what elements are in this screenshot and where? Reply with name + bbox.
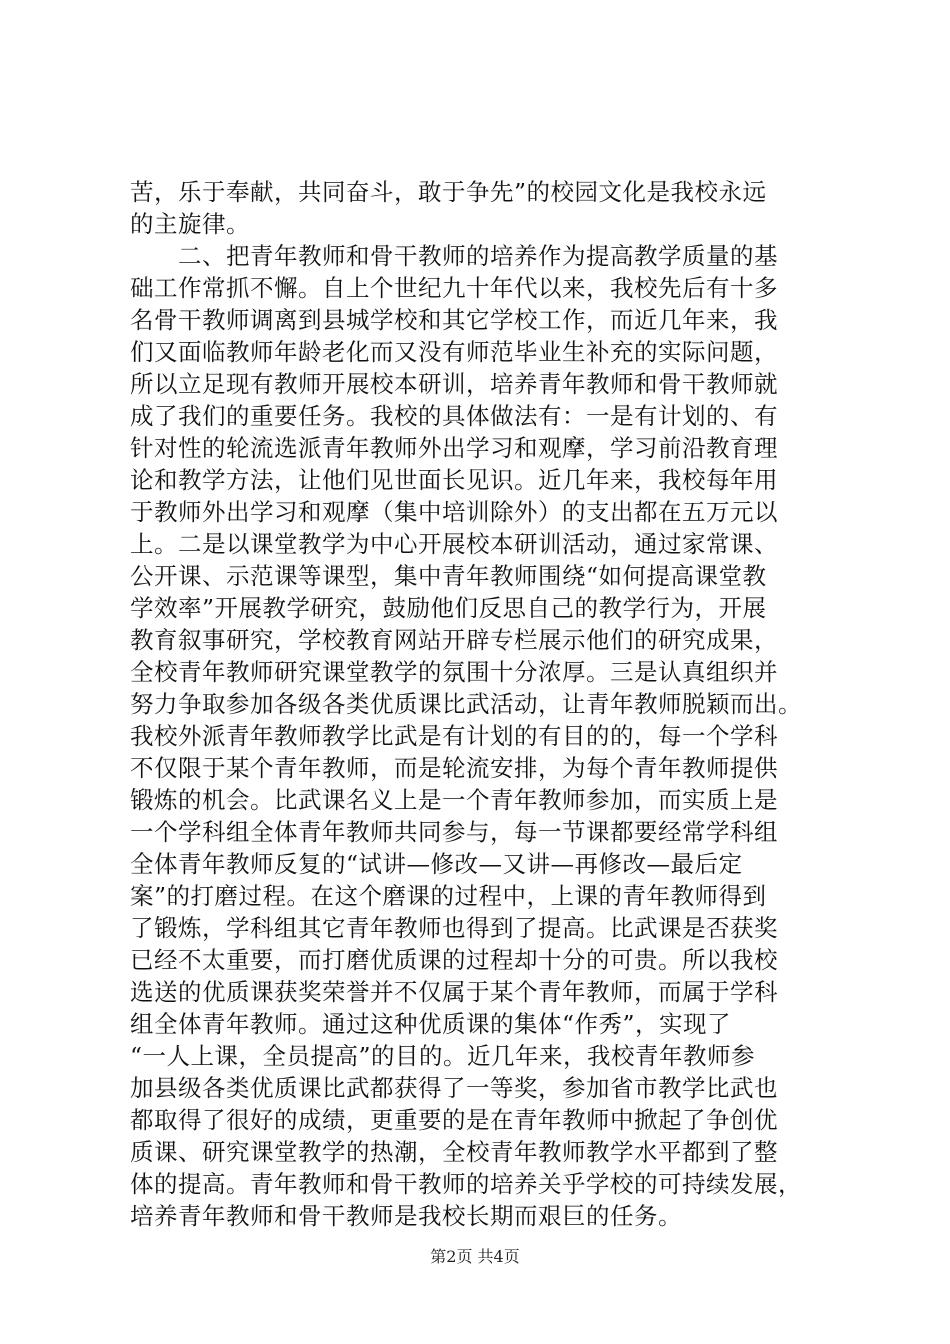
text-line: 公开课、示范课等课型，集中青年教师围绕“如何提高课堂教 [130,562,767,590]
text-line: 一个学科组全体青年教师共同参与，每一节课都要经常学科组 [130,818,778,846]
text-line: 成了我们的重要任务。我校的具体做法有：一是有计划的、有 [130,402,778,430]
text-line: 础工作常抓不懈。自上个世纪九十年代以来，我校先后有十多 [130,274,778,302]
page-footer: 第2页 共4页 [430,1247,520,1266]
text-line: 案”的打磨过程。在这个磨课的过程中，上课的青年教师得到 [130,882,767,910]
text-line: 于教师外出学习和观摩（集中培训除外）的支出都在五万元以 [130,498,778,526]
text-line: 锻炼的机会。比武课名义上是一个青年教师参加，而实质上是 [130,786,778,814]
text-line: 全体青年教师反复的“试讲—修改—又讲—再修改—最后定 [130,850,743,878]
text-line: 的主旋律。 [130,210,250,238]
text-line: 加县级各类优质课比武都获得了一等奖，参加省市教学比武也 [130,1074,778,1102]
text-line: 所以立足现有教师开展校本研训，培养青年教师和骨干教师就 [130,370,778,398]
text-line: 名骨干教师调离到县城学校和其它学校工作，而近几年来，我 [130,306,778,334]
body-text [130,176,850,1232]
text-line: “一人上课，全员提高”的目的。近几年来，我校青年教师参 [130,1042,756,1070]
text-line: 苦，乐于奉献，共同奋斗，敢于争先”的校园文化是我校永远 [130,178,767,206]
text-line: 组全体青年教师。通过这种优质课的集体“作秀”，实现了 [130,1010,732,1038]
text-line: 了锻炼，学科组其它青年教师也得到了提高。比武课是否获奖 [130,914,778,942]
text-line: 努力争取参加各级各类优质课比武活动，让青年教师脱颖而出。 [130,690,802,718]
text-line: 选送的优质课获奖荣誉并不仅属于某个青年教师，而属于学科 [130,978,778,1006]
text-line: 针对性的轮流选派青年教师外出学习和观摩，学习前沿教育理 [130,434,778,462]
text-line: 培养青年教师和骨干教师是我校长期而艰巨的任务。 [130,1202,682,1230]
text-line: 论和教学方法，让他们见世面长见识。近几年来，我校每年用 [130,466,778,494]
text-line: 已经不太重要，而打磨优质课的过程却十分的可贵。所以我校 [130,946,778,974]
text-line: 们又面临教师年龄老化而又没有师范毕业生补充的实际问题， [130,338,778,366]
text-line: 质课、研究课堂教学的热潮，全校青年教师教学水平都到了整 [130,1138,778,1166]
text-line: 学效率”开展教学研究，鼓励他们反思自己的教学行为，开展 [130,594,767,622]
text-line: 二、把青年教师和骨干教师的培养作为提高教学质量的基 [130,242,778,270]
text-line: 全校青年教师研究课堂教学的氛围十分浓厚。三是认真组织并 [130,658,778,686]
text-line: 体的提高。青年教师和骨干教师的培养关乎学校的可持续发展， [130,1170,802,1198]
text-line: 不仅限于某个青年教师，而是轮流安排，为每个青年教师提供 [130,754,778,782]
text-line: 我校外派青年教师教学比武是有计划的有目的的，每一个学科 [130,722,778,750]
text-line: 都取得了很好的成绩，更重要的是在青年教师中掀起了争创优 [130,1106,778,1134]
text-line: 教育叙事研究，学校教育网站开辟专栏展示他们的研究成果， [130,626,778,654]
text-line: 上。二是以课堂教学为中心开展校本研训活动，通过家常课、 [130,530,778,558]
